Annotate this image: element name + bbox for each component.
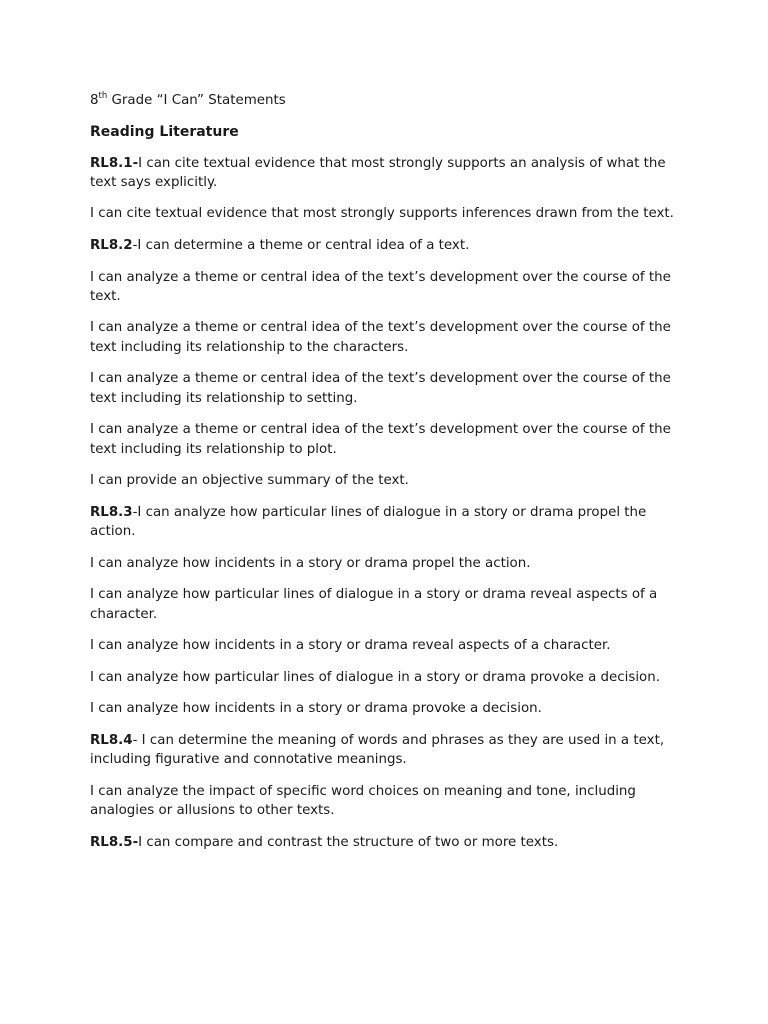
section-heading: Reading Literature [90,124,239,140]
statement-text: I can provide an objective summary of the text. [90,473,409,489]
statement-text: I can analyze how particular lines of dialogue in a story or drama provoke a decision. [90,669,660,685]
document-title [90,92,684,110]
title-grade-suffix: th [98,90,108,101]
statement-paragraph [90,204,684,223]
statement-paragraph [90,782,684,821]
statement-text: I can analyze how incidents in a story or drama propel the action. [90,555,531,571]
statement-text: I can analyze the impact of specific word choices on meaning and tone, including analogies or allusions to other texts. [90,783,636,819]
title-rest: Grade “I Can” Statements [107,93,286,108]
standard-code: RL8.1- [90,155,139,171]
statement-paragraph [90,268,684,307]
statement-text: I can analyze how incidents in a story or drama reveal aspects of a character. [90,638,611,654]
statement-text: I can cite textual evidence that most strongly supports inferences drawn from the text. [90,206,674,222]
statement-text: - I can determine the meaning of words and phrases as they are used in a text, including figurative and connotative meanings. [90,732,665,768]
statement-paragraph [90,369,684,408]
statement-paragraph [90,420,684,459]
statement-paragraph [90,503,684,542]
standard-code: RL8.5- [90,834,139,850]
standard-code: RL8.4 [90,732,133,748]
statement-paragraph [90,833,684,852]
statement-paragraph [90,668,684,687]
statement-paragraph [90,471,684,490]
statement-text: I can analyze a theme or central idea of the text’s development over the course of the text including its relationship to plot. [90,422,671,457]
statement-text: I can analyze a theme or central idea of the text’s development over the course of the text including its relationship to setting. [90,371,671,406]
standard-code: RL8.2 [90,237,133,253]
statement-text: I can analyze how particular lines of dialogue in a story or drama reveal aspects of a character. [90,587,658,622]
statement-text: I can analyze a theme or central idea of the text’s development over the course of the text. [90,269,671,304]
statement-paragraph [90,731,684,770]
statement-text: -I can analyze how particular lines of dialogue in a story or drama propel the action. [90,504,647,540]
statement-paragraph [90,554,684,573]
statement-paragraph [90,154,684,193]
statement-paragraph [90,318,684,357]
standard-code: RL8.3 [90,504,133,520]
statement-text: I can cite textual evidence that most strongly supports an analysis of what the text says explicitly. [90,155,666,190]
statement-text: I can compare and contrast the structure of two or more texts. [138,834,559,850]
statement-paragraph [90,236,684,255]
statement-paragraph [90,585,684,624]
statement-text: -I can determine a theme or central idea of a text. [132,237,470,253]
statement-paragraph [90,699,684,718]
statement-text: I can analyze how incidents in a story or drama provoke a decision. [90,701,542,717]
title-grade-number: 8 [90,93,99,108]
statement-paragraph [90,636,684,655]
statement-text: I can analyze a theme or central idea of the text’s development over the course of the text including its relationship to the characters. [90,320,671,355]
